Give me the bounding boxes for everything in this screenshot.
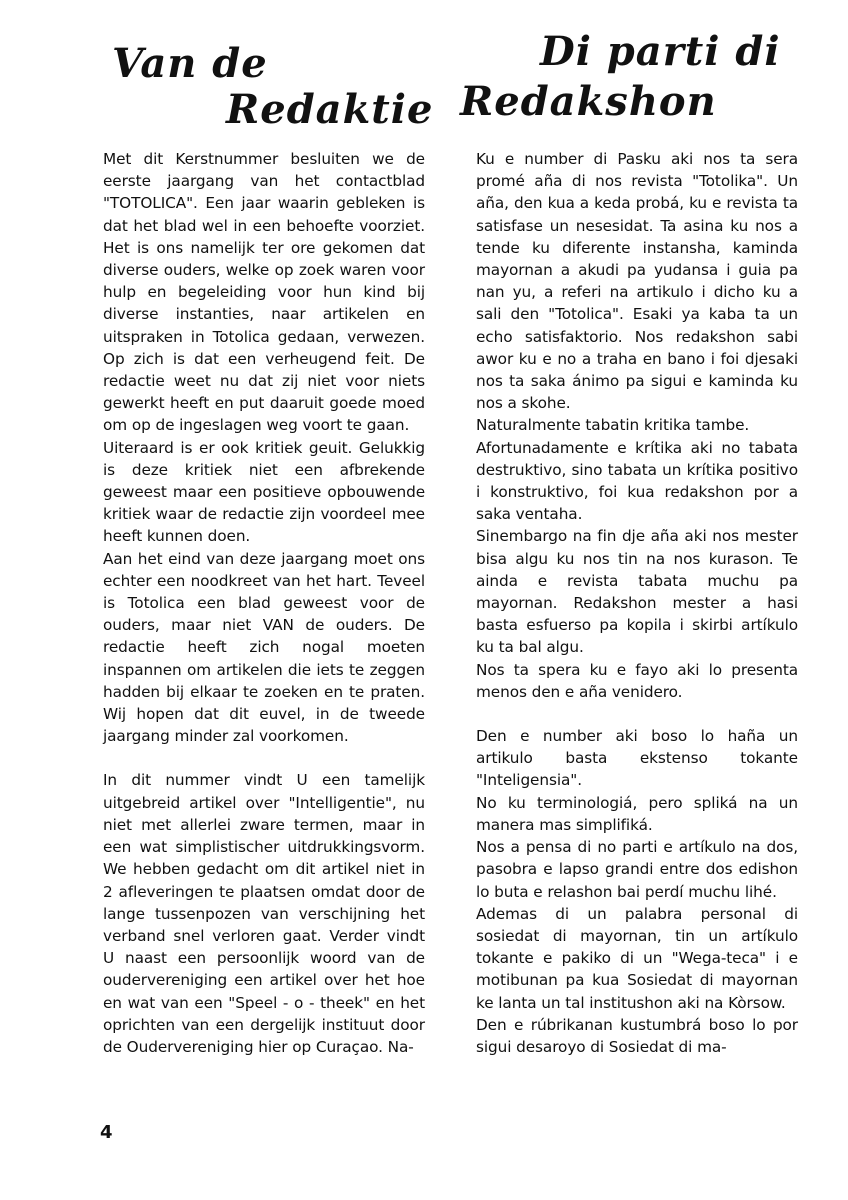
papiamentu-paragraph: Sinembargo na fin dje aña aki nos mester bisa algu ku nos tin na nos kurason. Te ainda e revista tabata muchu pa mayornan. Redakshon mester a hasi basta esfuerso pa kopila i skirbi artíkulo ku ta bal algu. bbox=[476, 527, 798, 657]
title-papiamentu-line2: Redakshon bbox=[460, 78, 717, 125]
papiamentu-paragraph: Den e number aki boso lo haña un artikulo basta ekstenso tokante "Inteligensia". bbox=[476, 727, 798, 790]
title-papiamentu-line1: Di parti di bbox=[540, 28, 781, 75]
papiamentu-paragraph: Ademas di un palabra personal di sosiedat di mayornan, tin un artíkulo tokante e pakiko di un "Wega-teca" i e motibunan pa kua Sosiedat di mayornan ke lanta un tal institushon aki na Kòrsow. bbox=[476, 904, 798, 1012]
page-number: 4 bbox=[100, 1122, 113, 1143]
papiamentu-paragraph: Ku e number di Pasku aki nos ta sera promé aña di nos revista "Totolika". Un aña, den kua a keda probá, ku e revista ta satisfase un nesesidat. Ta asina ku nos a tende ku diferente instansha, kaminda mayornan a akudi pa yudansa i guia pa nan yu, a referi na artikulo i dicho ku a sali den "Totolica". Esaki ya kaba ta un echo satisfaktorio. Nos redakshon sabi awor ku e no a traha en bano i foi djesaki nos ta saka ánimo pa sigui e kaminda ku nos a skohe. bbox=[476, 150, 798, 413]
title-dutch-line2: Redaktie bbox=[226, 86, 434, 133]
papiamentu-paragraph: Naturalmente tabatin kritika tambe. bbox=[476, 416, 750, 435]
papiamentu-paragraph: No ku terminologiá, pero spliká na un manera mas simplifiká. bbox=[476, 793, 798, 834]
papiamentu-paragraph: Den e rúbrikanan kustumbrá boso lo por sigui desaroyo di Sosiedat di ma- bbox=[476, 1015, 798, 1056]
papiamentu-paragraph: Nos a pensa di no parti e artíkulo na dos, pasobra e lapso grandi entre dos edishon lo buta e relashon bai perdí muchu lihé. bbox=[476, 838, 798, 901]
dutch-paragraph: In dit nummer vindt U een tamelijk uitgebreid artikel over "Intelligentie", nu niet met allerlei zware termen, maar in een wat simplistischer uitdrukkingsvorm. We hebben gedacht om dit artikel niet in 2 afleveringen te plaatsen omdat door de lange tussenpozen van verschijning het verband snel verloren gaat. Verder vindt U naast een persoonlijk woord van de oudervereniging een artikel over het hoe en wat van een "Speel - o - theek" en het oprichten van een dergelijk instituut door de Oudervereniging hier op Curaçao. Na- bbox=[103, 771, 425, 1056]
papiamentu-column bbox=[476, 148, 798, 1058]
dutch-column bbox=[103, 148, 425, 1058]
dutch-paragraph: Met dit Kerstnummer besluiten we de eerste jaargang van het contactblad "TOTOLICA". Een jaar waarin gebleken is dat het blad wel in een behoefte voorziet. Het is ons namelijk ter ore gekomen dat diverse ouders, welke op zoek waren voor hulp en begeleiding voor hun kind bij diverse instanties, naar artikelen en uitspraken in Totolica gedaan, verwezen. Op zich is dat een verheugend feit. De redactie weet nu dat zij niet voor niets gewerkt heeft en put daaruit goede moed om op de ingeslagen weg voort te gaan. bbox=[103, 150, 425, 435]
dutch-paragraph: Aan het eind van deze jaargang moet ons echter een noodkreet van het hart. Teveel is Totolica een blad geweest voor de ouders, maar niet VAN de ouders. De redactie heeft zich nogal moeten inspannen om artikelen die iets te zeggen hadden bij elkaar te zoeken en te praten. Wij hopen dat dit euvel, in de tweede jaargang minder zal voorkomen. bbox=[103, 549, 425, 746]
papiamentu-paragraph: Afortunadamente e krítika aki no tabata destruktivo, sino tabata un krítika positivo i konstruktivo, foi kua redakshon por a saka ventaha. bbox=[476, 438, 798, 524]
papiamentu-paragraph: Nos ta spera ku e fayo aki lo presenta menos den e aña venidero. bbox=[476, 660, 798, 701]
dutch-paragraph: Uiteraard is er ook kritiek geuit. Gelukkig is deze kritiek niet een afbrekende geweest maar een positieve opbouwende kritiek waar de redactie zijn voordeel mee heeft kunnen doen. bbox=[103, 438, 425, 546]
title-dutch-line1: Van de bbox=[112, 40, 268, 87]
